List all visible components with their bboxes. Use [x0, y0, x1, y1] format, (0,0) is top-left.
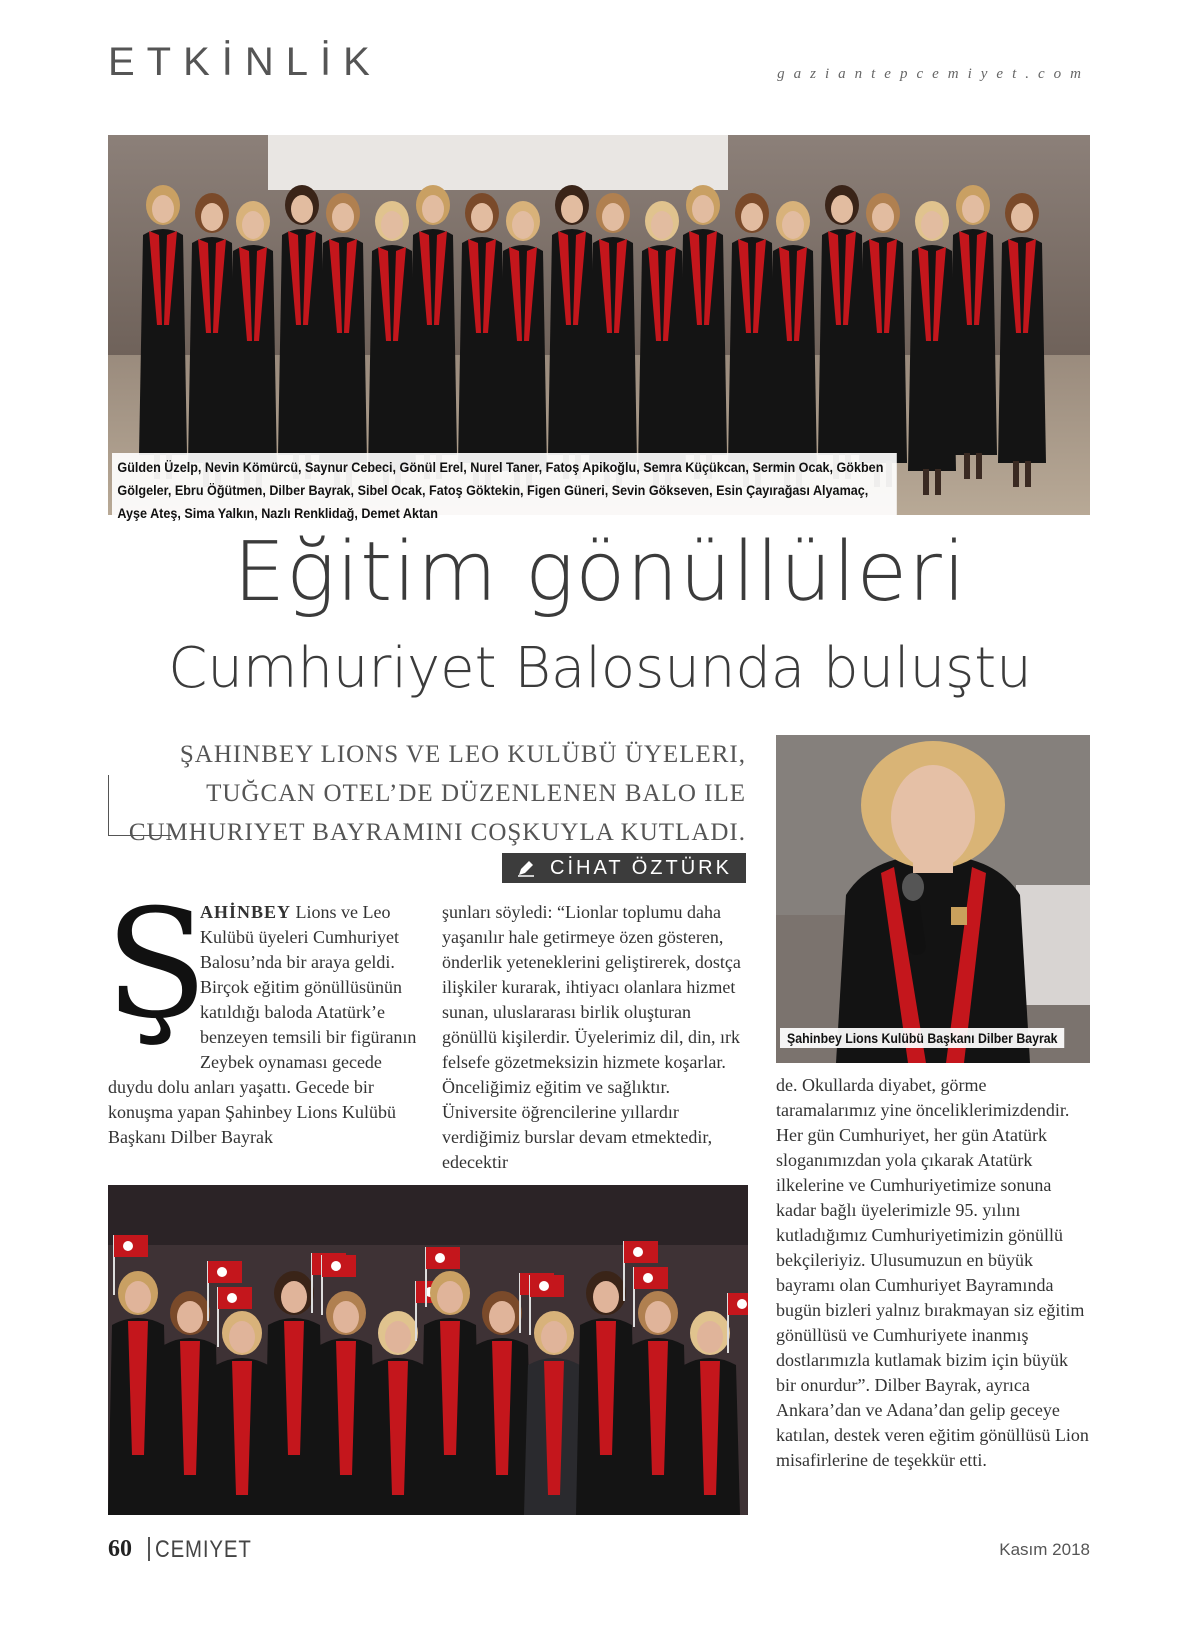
issue-date: Kasım 2018 [999, 1540, 1090, 1559]
drop-cap: Ş [105, 878, 208, 1052]
lead-paragraph: ŞAHINBEY LIONS VE LEO KULÜBÜ ÜYELERI, TUĞCAN OTEL’DE DÜZENLENEN BALO ILE CUMHURIYET BAYRAMINI COŞKUYLA KUTLADI. [128, 741, 746, 846]
portrait-illustration [776, 735, 1090, 1063]
body-column-1 [108, 900, 418, 1150]
body-column-1-text: Lions ve Leo Kulübü üyeleri Cumhuriyet Balosu’nda bir araya geldi. Birçok eğitim gönüllüsünün katıldığı baloda Atatürk’e benzeyen temsili bir figüranın Zeybek oynaması gecede duydu dolu anları yaşattı. Gecede bir konuşma yapan Şahinbey Lions Kulübü Başkanı Dilber Bayrak [108, 902, 417, 1147]
section-label: ETKİNLİK [108, 40, 382, 84]
portrait-photo [776, 735, 1090, 1063]
pen-icon [516, 858, 536, 878]
magazine-name: CEMIYET [155, 1536, 252, 1563]
portrait-caption: Şahinbey Lions Kulübü Başkanı Dilber Bayrak [780, 1028, 1065, 1048]
author-badge [502, 853, 746, 883]
headline-line-1: Eğitim gönüllüleri [233, 525, 967, 620]
footer-separator [148, 1537, 150, 1561]
celebration-photo [108, 1185, 748, 1515]
site-url: gaziantepcemiyet.com [777, 66, 1090, 82]
headline-line-2: Cumhuriyet Balosunda buluştu [168, 636, 1032, 701]
body-column-2: şunları söyledi: “Lionlar toplumu daha yaşanılır hale getirmeye özen gösteren, önderlik yeteneklerini geliştirerek, dostça ilişkiler kurarak, ihtiyacı olanlara hizmet sunan, uluslararası birlik oluşturan gönüllü kişilerdir. Üyelerimiz dil, din, ırk felsefe gözetmeksizin hizmete koşarlar. Önceliğimiz eğitim ve sağlıktır. Üniversite öğrencilerine yıllardır verdiğimiz burslar devam etmektedir, edecektir [442, 902, 741, 1172]
celebration-illustration [108, 1185, 748, 1515]
first-word: AHİNBEY [200, 902, 292, 922]
author-name: CİHAT ÖZTÜRK [550, 856, 732, 879]
group-photo-caption: Gülden Üzelp, Nevin Kömürcü, Saynur Cebeci, Gönül Erel, Nurel Taner, Fatoş Apikoğlu, Semra Küçükcan, Sermin Ocak, Gökben Gölgeler, Ebru Öğütmen, Dilber Bayrak, Sibel Ocak, Fatoş Göktekin, Figen Güneri, Sevin Gökseven, Esin Çayırağası Alyamaç, Ayşe Ateş, Sima Yalkın, Nazlı Renklidağ, Demet Aktan [112, 453, 897, 528]
page-number: 60 [108, 1536, 132, 1562]
body-column-3: de. Okullarda diyabet, görme taramalarımız yine önceliklerimizdendir. Her gün Cumhuriyet, her gün Atatürk sloganımızdan yola çıkarak Atatürk ilkelerine ve Cumhuriyetimize sonuna kadar bağlı üyelerimizle 95. yılını kutladığımız Cumhuriyetimizin gönüllü bekçileriyiz. Ulusumuzun en büyük bayramı olan Cumhuriyet Bayramında bugün bizleri yalnız bırakmayan siz eğitim gönüllüsü ve Cumhuriyete inanmış dostlarımızla kutlamak bizim için büyük bir onurdur”. Dilber Bayrak, ayrıca Ankara’dan ve Adana’dan gelip geceye katılan, destek veren eğitim gönüllüsü Lion misafirlerine de teşekkür etti. [776, 1075, 1089, 1470]
